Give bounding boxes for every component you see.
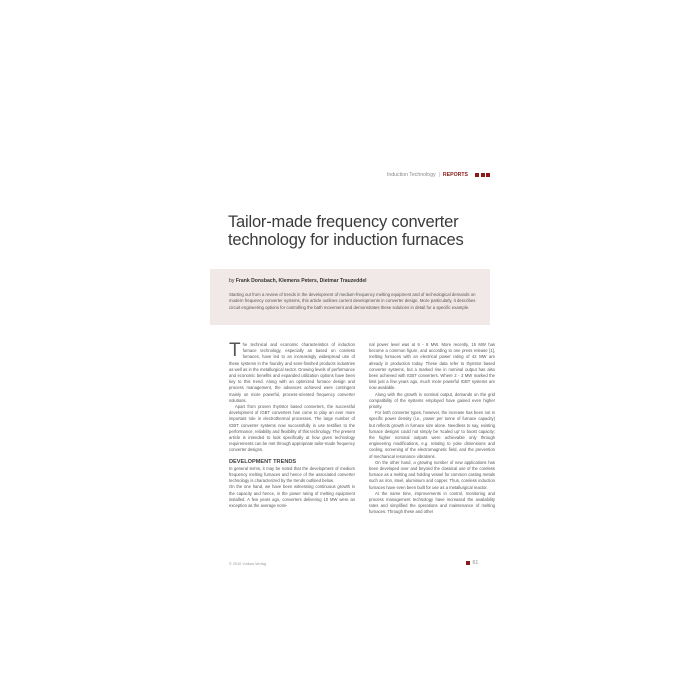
authors-names: Frank Donsbach, Klemens Peters, Dietmar Trauzeddel bbox=[235, 278, 367, 284]
paragraph: nal power level was at 6 - 8 MW. More recently, 15 MW has become a common figure, and according to one press release [1], melting furnaces with an electrical power rating of 42 MW are already in production today. These data refer to thyristor based converter systems, but a marked rise in nominal output has also been achieved with IGBT converters. Where 2 - 3 MW marked the limit just a few years ago, much more powerful IGBT systems are now available. bbox=[369, 342, 495, 391]
running-header bbox=[360, 170, 490, 180]
paragraph: For both converter types, however, the increase has been not in specific power density (i.e., power per tonne of furnace capacity) but reflects growth in furnace size alone. Needless to say, existing furnace designs could not simply be 'scaled up' to boost capacity; the higher nominal outputs were achievable only through engineering modifications, e.g. relating to yoke dimensions and cooling, screening of the electromagnetic field, and the prevention of mechanical resonance vibrations. bbox=[369, 410, 495, 459]
paragraph: On the one hand, we have been witnessing continuous growth in the capacity and hence, in the power rating of melting equipment installed. A few years ago, converters delivering 10 MW were an exception as the average nomi- bbox=[229, 484, 355, 509]
article-title: Tailor-made frequency converter technology for induction furnaces bbox=[228, 213, 464, 249]
paragraph bbox=[229, 342, 355, 404]
page-number: 61 bbox=[472, 560, 479, 566]
drop-cap: T bbox=[229, 340, 241, 361]
body-column-left bbox=[229, 342, 355, 509]
authors-line bbox=[229, 278, 484, 284]
abstract: Starting out from a review of trends in the development of medium-frequency melting equipment and of technological demands on modern frequency converter systems, this article outlines current developments in converter design. More particularly, it describes circuit engineering options for controlling the bath movement and demonstrates these solutions in detail for a specific example. bbox=[229, 292, 476, 310]
section-heading: DEVELOPMENT TRENDS bbox=[229, 458, 297, 465]
paragraph: On the other hand, a growing number of new applications has been developed over and beyond the classical use of the coreless furnace as a melting and holding vessel for common casting metals such as iron, steel, aluminium and copper. Thus, coreless induction furnaces have even been built for use as a metallurgical reactor. bbox=[369, 459, 495, 490]
body-column-right bbox=[369, 342, 495, 516]
paragraph: Apart from proven thyristor based converters, the successful development of IGBT converters has come to play an ever more important role in electrothermal processes. The large number of IGBT converter systems now successfully in use testifies to the performance, reliability and flexibility of this technology. The present article is intended to look specifically at how given technology requirements can be met through appropriate tailor-made frequency converter designs. bbox=[229, 404, 355, 453]
authors-prefix: by bbox=[229, 278, 235, 284]
paragraph: Along with the growth in nominal output, demands on the grid compatibility of the systems employed have gained even higher priority. bbox=[369, 391, 495, 410]
header-section: REPORTS bbox=[442, 172, 468, 178]
paragraph: At the same time, improvements in control, monitoring and process management technology have increased the availability rates and simplified the operations and maintenance of melting furnaces. Through these and other bbox=[369, 490, 495, 515]
section-marker-icon bbox=[475, 173, 490, 177]
footer-copyright: © 2010 Vulkan-Verlag bbox=[229, 562, 266, 566]
paragraph-text: he technical and economic characteristics of induction furnace technology, especially as based on coreless furnaces, have led to an increasingly widespread use of these systems in the foundry and semi-finished products industries as well as in the metallurgical sector. Growing levels of performance and economic benefits and expanded utilization options have been key to this trend. Along with an optimized furnace design and process management, the advances achieved were contingent mainly on more powerful, process-oriented frequency converter solutions. bbox=[229, 342, 355, 403]
header-separator: | bbox=[438, 172, 440, 178]
paragraph: In general terms, it may be noted that the development of medium frequency melting furnaces and hence of the associated converter technology is characterized by the trends outlined below. bbox=[229, 465, 355, 484]
page-number-block bbox=[466, 560, 478, 566]
page-marker-icon bbox=[466, 561, 470, 565]
header-topic: Induction Technology bbox=[386, 172, 436, 178]
